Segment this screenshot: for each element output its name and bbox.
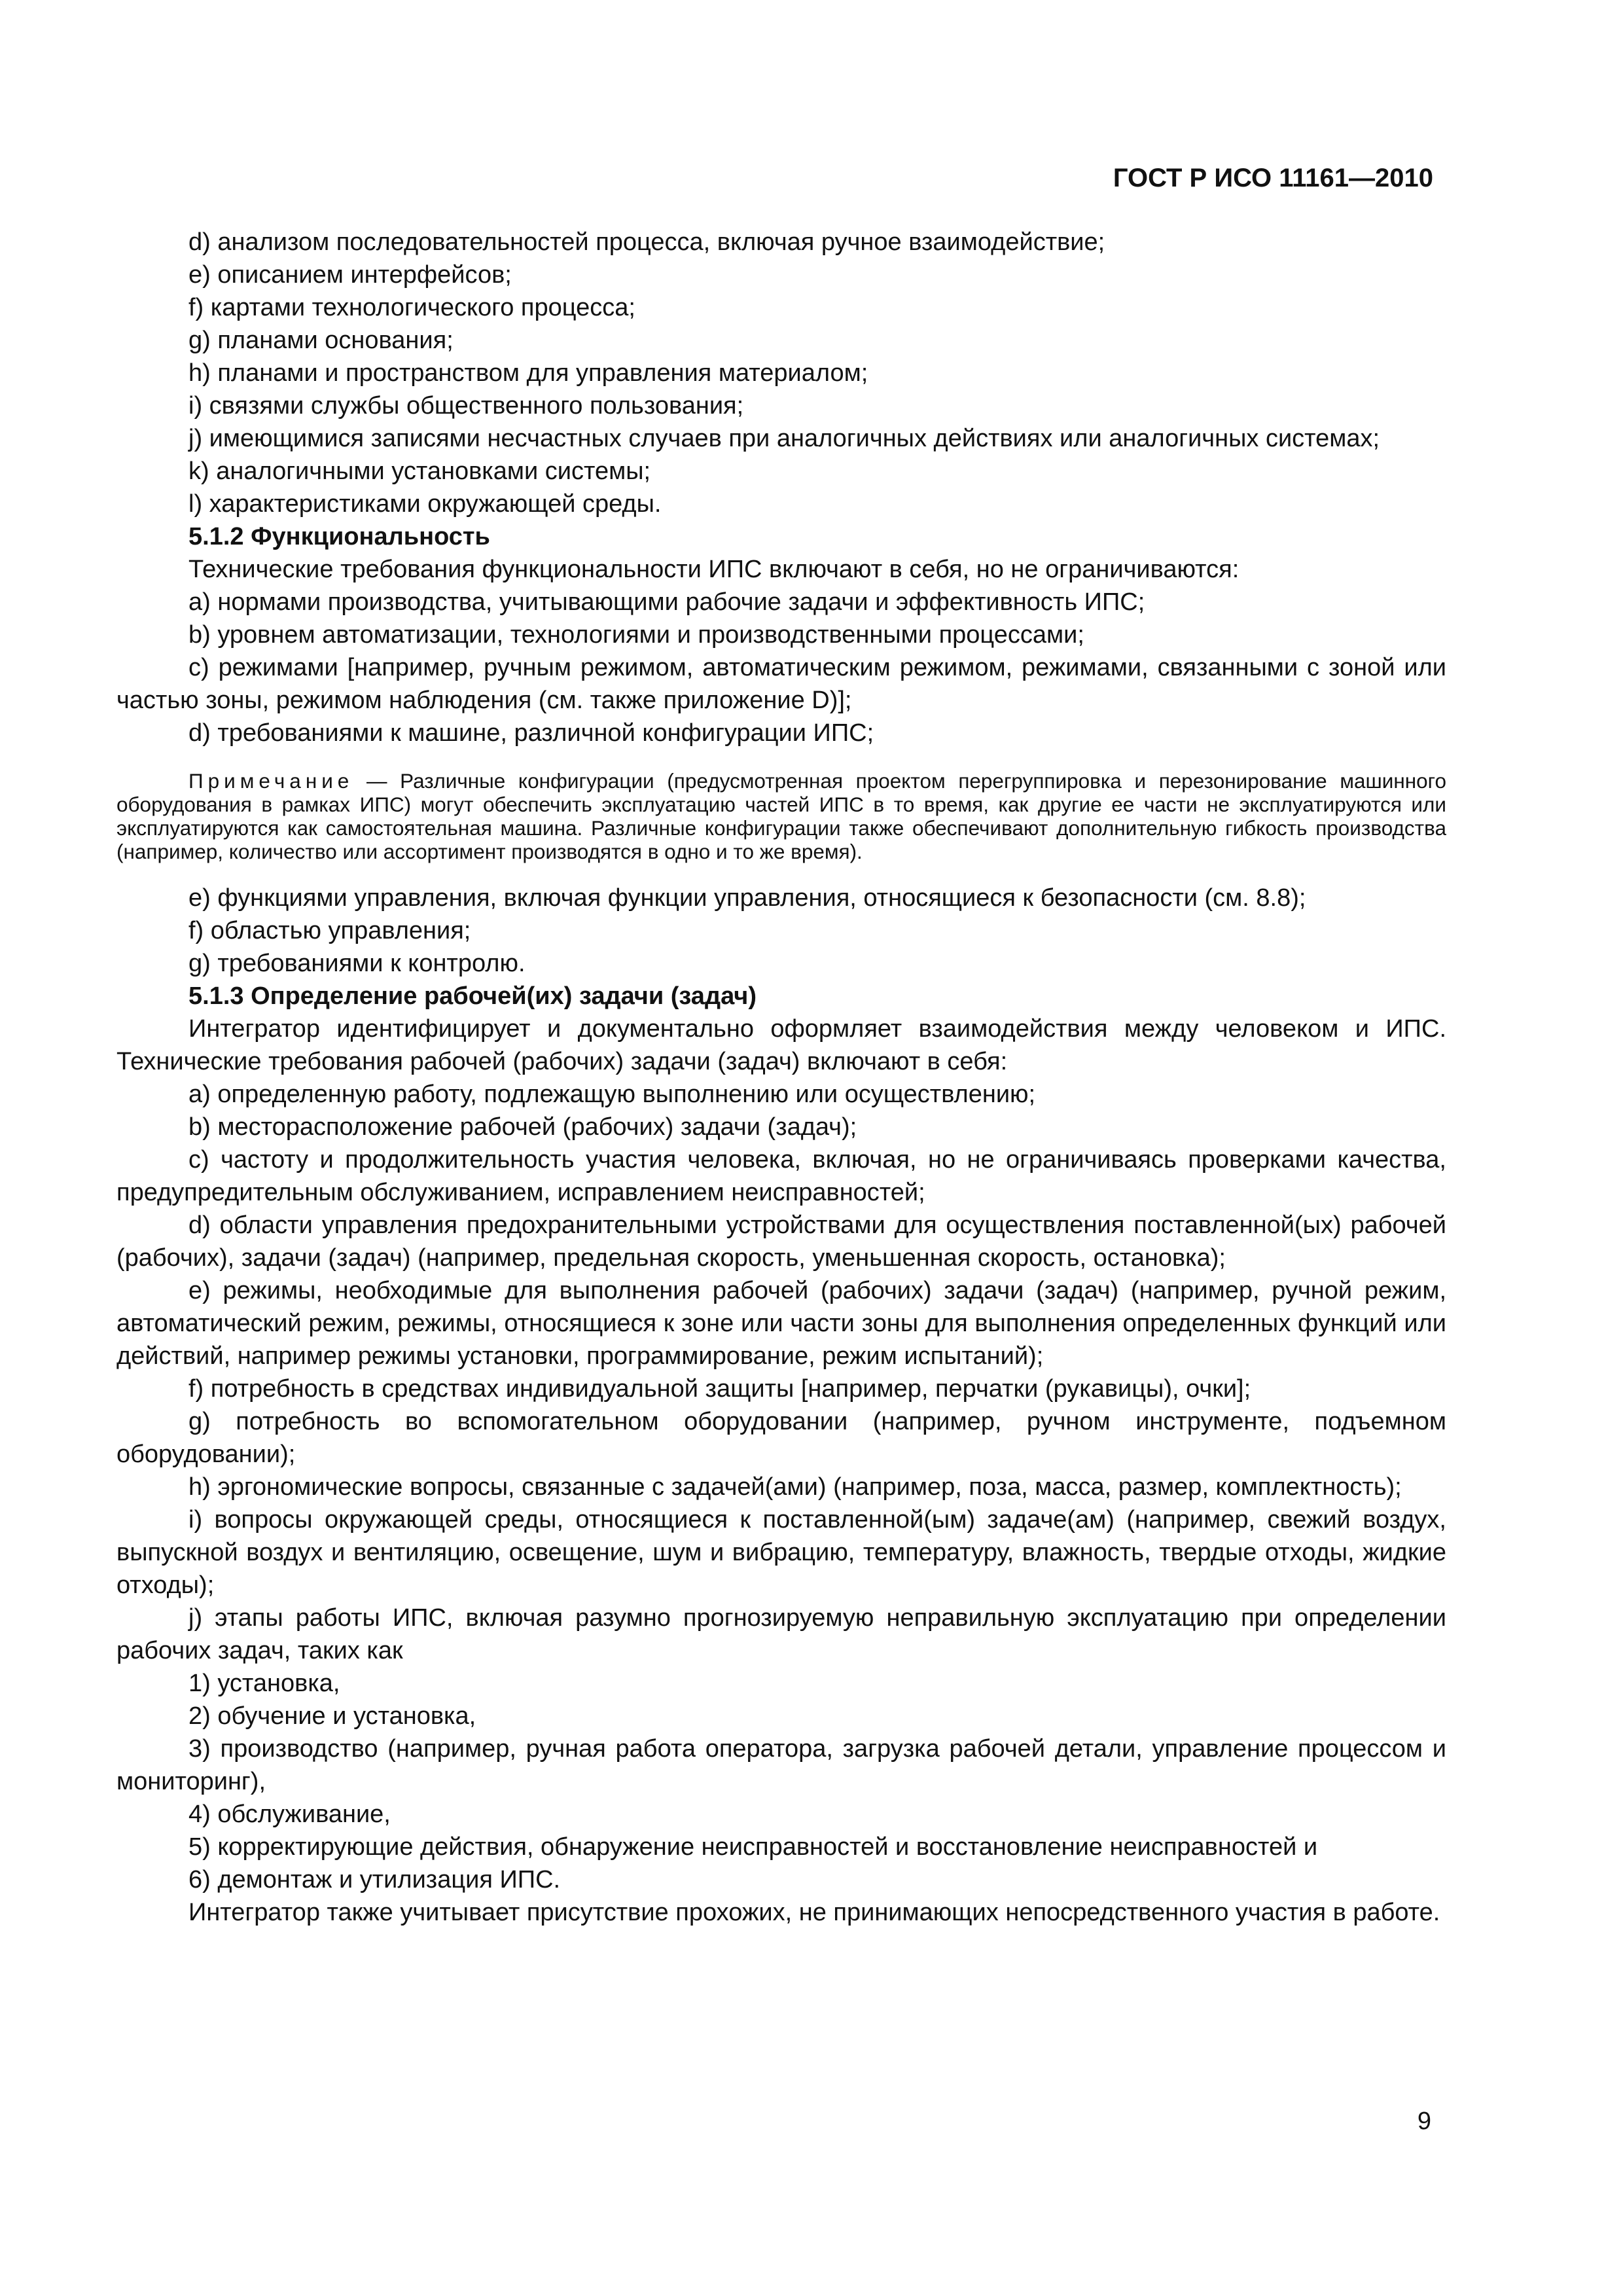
list-item: l) характеристиками окружающей среды.	[188, 490, 662, 518]
list-item: k) аналогичными установками системы;	[188, 457, 651, 485]
list-item: f) областью управления;	[188, 917, 471, 944]
sub-list-item: 2) обучение и установка,	[188, 1702, 476, 1730]
list-item: i) связями службы общественного пользования;	[188, 392, 744, 420]
list-item: f) потребность в средствах индивидуальной защиты [например, перчатки (рукавицы), очки];	[188, 1375, 1251, 1403]
page-number: 9	[1417, 2108, 1431, 2135]
sub-list-item: 4) обслуживание,	[188, 1801, 391, 1828]
list-item: h) эргономические вопросы, связанные с задачей(ами) (например, поза, масса, размер, комплектность);	[188, 1473, 1402, 1501]
list-item: b) уровнем автоматизации, технологиями и производственными процессами;	[188, 621, 1084, 649]
list-item: e) описанием интерфейсов;	[188, 261, 512, 289]
list-item: a) определенную работу, подлежащую выполнению или осуществлению;	[188, 1081, 1036, 1108]
list-item: i) вопросы окружающей среды, относящиеся к поставленной(ым) задаче(ам) (например, свежий воздух, выпускной воздух и вентиляцию, освещение, шум и вибрацию, температуру, влажность, твердые отходы, жидкие отходы);	[116, 1506, 1446, 1599]
sub-list-item: 1) установка,	[188, 1670, 340, 1697]
list-item: e) функциями управления, включая функции управления, относящиеся к безопасности (см. 8.8);	[188, 884, 1306, 912]
list-item: d) требованиями к машине, различной конфигурации ИПС;	[188, 719, 874, 747]
list-item: a) нормами производства, учитывающими рабочие задачи и эффективность ИПС;	[188, 588, 1145, 616]
section-intro: Технические требования функциональности ИПС включают в себя, но не ограничиваются:	[188, 556, 1240, 583]
section-heading-5-1-2: 5.1.2 Функциональность	[188, 523, 490, 550]
list-item: g) потребность во вспомогательном оборудовании (например, ручном инструменте, подъемном оборудовании);	[116, 1408, 1446, 1468]
list-item: b) месторасположение рабочей (рабочих) задачи (задач);	[188, 1113, 857, 1141]
closing-paragraph: Интегратор также учитывает присутствие прохожих, не принимающих непосредственного участия в работе.	[188, 1899, 1440, 1926]
list-item: h) планами и пространством для управления материалом;	[188, 359, 868, 387]
section-heading-5-1-3: 5.1.3 Определение рабочей(их) задачи (задач)	[188, 982, 757, 1010]
list-item: j) имеющимися записями несчастных случаев при аналогичных действиях или аналогичных системах;	[188, 425, 1380, 452]
document-body	[116, 226, 1446, 1929]
sub-list-item: 3) производство (например, ручная работа оператора, загрузка рабочей детали, управление процессом и мониторинг),	[116, 1735, 1446, 1795]
section-intro: Интегратор идентифицирует и документально оформляет взаимодействия между человеком и ИПС. Технические требования рабочей (рабочих) задачи (задач) включают в себя:	[116, 1015, 1446, 1075]
note-block	[116, 769, 1446, 863]
document-code-header: ГОСТ Р ИСО 11161—2010	[1113, 164, 1433, 192]
list-item: c) частоту и продолжительность участия человека, включая, но не ограничиваясь проверками качества, предупредительным обслуживанием, исправлением неисправностей;	[116, 1146, 1446, 1206]
list-item: j) этапы работы ИПС, включая разумно прогнозируемую неправильную эксплуатацию при определении рабочих задач, таких как	[116, 1604, 1446, 1664]
note-text: — Различные конфигурации (предусмотренная проектом перегруппировка и перезонирование машинного оборудования в рамках ИПС) могут обеспечить эксплуатацию частей ИПС в то время, как другие ее части не эксплуатируются или эксплуатируются как самостоятельная машина. Различные конфигурации также обеспечивают дополнительную гибкость производства (например, количество или ассортимент производятся в одно и то же время).	[116, 769, 1446, 863]
list-item: d) области управления предохранительными устройствами для осуществления поставленной(ых) рабочей (рабочих), задачи (задач) (например, предельная скорость, уменьшенная скорость, остановка);	[116, 1211, 1446, 1272]
note-label: Примечание	[188, 769, 354, 793]
list-item: g) требованиями к контролю.	[188, 950, 526, 977]
list-item: g) планами основания;	[188, 327, 454, 354]
list-item: c) режимами [например, ручным режимом, автоматическим режимом, режимами, связанными с зоной или частью зоны, режимом наблюдения (см. также приложение D)];	[116, 654, 1446, 714]
list-item: f) картами технологического процесса;	[188, 294, 635, 321]
sub-list-item: 6) демонтаж и утилизация ИПС.	[188, 1866, 561, 1893]
list-item: d) анализом последовательностей процесса, включая ручное взаимодействие;	[188, 228, 1105, 256]
list-item: e) режимы, необходимые для выполнения рабочей (рабочих) задачи (задач) (например, ручной режим, автоматический режим, режимы, относящиеся к зоне или части зоны для выполнения определенных функций или действий, например режимы установки, программирование, режим испытаний);	[116, 1277, 1446, 1370]
sub-list-item: 5) корректирующие действия, обнаружение неисправностей и восстановление неисправностей и	[188, 1833, 1318, 1861]
